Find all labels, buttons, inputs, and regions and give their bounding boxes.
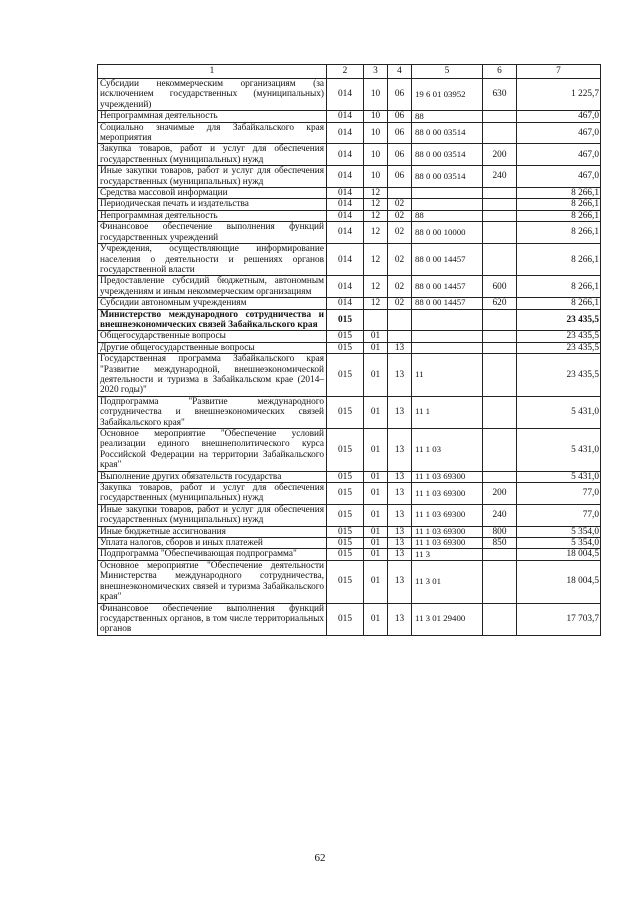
amount-cell: 8 266,1 [517, 298, 601, 309]
department-code-cell: 015 [327, 603, 364, 635]
expense-type-cell: 200 [483, 144, 517, 166]
table-row [98, 504, 601, 526]
subsection-code-cell: 02 [388, 222, 412, 244]
amount-cell: 23 435,5 [517, 342, 601, 353]
department-code-cell: 015 [327, 354, 364, 397]
table-row [98, 396, 601, 428]
page-number: 62 [314, 852, 326, 864]
table-row [98, 210, 601, 221]
expense-type-cell: 240 [483, 166, 517, 188]
section-code-cell: 12 [364, 298, 388, 309]
department-code-cell: 015 [327, 560, 364, 603]
row-name-cell: Общегосударственные вопросы [98, 331, 327, 342]
expense-type-cell [483, 560, 517, 603]
subsection-code-cell: 13 [388, 354, 412, 397]
section-code-cell: 10 [364, 144, 388, 166]
row-name-cell: Иные закупки товаров, работ и услуг для обеспечения государственных (муниципальных) нужд [98, 504, 327, 526]
subsection-code-cell [388, 309, 412, 331]
expense-type-cell [483, 354, 517, 397]
section-code-cell: 12 [364, 244, 388, 276]
expense-type-cell: 240 [483, 504, 517, 526]
expense-type-cell [483, 210, 517, 221]
target-article-cell [412, 309, 483, 331]
row-name-cell: Непрограммная деятельность [98, 210, 327, 221]
table-row [98, 222, 601, 244]
table-row [98, 342, 601, 353]
department-code-cell: 015 [327, 342, 364, 353]
table-row [98, 276, 601, 298]
section-code-cell: 12 [364, 210, 388, 221]
subsection-code-cell: 13 [388, 396, 412, 428]
header-cell: 7 [517, 65, 601, 79]
department-code-cell: 015 [327, 483, 364, 505]
table-row [98, 560, 601, 603]
department-code-cell: 014 [327, 222, 364, 244]
subsection-code-cell [388, 188, 412, 199]
target-article-cell: 88 [412, 111, 483, 122]
target-article-cell: 11 1 03 69300 [412, 471, 483, 482]
department-code-cell: 014 [327, 144, 364, 166]
subsection-code-cell: 06 [388, 166, 412, 188]
subsection-code-cell: 13 [388, 342, 412, 353]
subsection-code-cell: 13 [388, 538, 412, 549]
subsection-code-cell: 02 [388, 244, 412, 276]
target-article-cell: 88 0 00 10000 [412, 222, 483, 244]
row-name-cell: Средства массовой информации [98, 188, 327, 199]
target-article-cell: 88 [412, 210, 483, 221]
table-row [98, 199, 601, 210]
subsection-code-cell: 06 [388, 122, 412, 144]
row-name-cell: Подпрограмма "Развитие международного сотрудничества и внешнеэкономических связей Забайкальского края" [98, 396, 327, 428]
row-name-cell: Министерство международного сотрудничества и внешнеэкономических связей Забайкальского края [98, 309, 327, 331]
target-article-cell: 11 3 [412, 549, 483, 560]
table-row [98, 188, 601, 199]
amount-cell: 77,0 [517, 483, 601, 505]
table-row [98, 549, 601, 560]
target-article-cell [412, 199, 483, 210]
section-code-cell: 01 [364, 429, 388, 472]
table-row [98, 483, 601, 505]
row-name-cell: Основное мероприятие "Обеспечение деятельности Министерства международного сотрудничества, внешнеэкономических связей и туризма Забайкальского края" [98, 560, 327, 603]
target-article-cell: 88 0 00 14457 [412, 298, 483, 309]
section-code-cell: 12 [364, 199, 388, 210]
table-header-row [98, 65, 601, 79]
amount-cell: 467,0 [517, 111, 601, 122]
table-row [98, 471, 601, 482]
target-article-cell: 11 3 01 [412, 560, 483, 603]
section-code-cell: 01 [364, 471, 388, 482]
table-row [98, 166, 601, 188]
department-code-cell: 015 [327, 549, 364, 560]
amount-cell: 18 004,5 [517, 549, 601, 560]
table-row [98, 354, 601, 397]
amount-cell: 5 354,0 [517, 526, 601, 537]
target-article-cell: 88 0 00 03514 [412, 166, 483, 188]
department-code-cell: 014 [327, 244, 364, 276]
target-article-cell: 11 1 03 [412, 429, 483, 472]
budget-table [97, 64, 601, 636]
row-name-cell: Периодическая печать и издательства [98, 199, 327, 210]
expense-type-cell [483, 342, 517, 353]
row-name-cell: Закупка товаров, работ и услуг для обеспечения государственных (муниципальных) нужд [98, 483, 327, 505]
subsection-code-cell: 02 [388, 199, 412, 210]
amount-cell: 5 431,0 [517, 396, 601, 428]
amount-cell: 8 266,1 [517, 244, 601, 276]
subsection-code-cell: 13 [388, 504, 412, 526]
row-name-cell: Субсидии автономным учреждениям [98, 298, 327, 309]
header-cell: 5 [412, 65, 483, 79]
table-row [98, 429, 601, 472]
subsection-code-cell: 02 [388, 276, 412, 298]
row-name-cell: Финансовое обеспечение выполнения функций государственных органов, в том числе территориальных органов [98, 603, 327, 635]
table-row [98, 331, 601, 342]
section-code-cell: 01 [364, 549, 388, 560]
department-code-cell: 015 [327, 429, 364, 472]
row-name-cell: Выполнение других обязательств государства [98, 471, 327, 482]
expense-type-cell: 630 [483, 79, 517, 111]
section-code-cell: 01 [364, 560, 388, 603]
target-article-cell: 11 1 03 69300 [412, 504, 483, 526]
section-code-cell: 01 [364, 538, 388, 549]
department-code-cell: 014 [327, 210, 364, 221]
table-row [98, 111, 601, 122]
row-name-cell: Учреждения, осуществляющие информирование населения о деятельности и решениях органов государственной власти [98, 244, 327, 276]
amount-cell: 5 431,0 [517, 429, 601, 472]
header-cell: 6 [483, 65, 517, 79]
amount-cell: 23 435,5 [517, 331, 601, 342]
table-row [98, 244, 601, 276]
expense-type-cell [483, 331, 517, 342]
department-code-cell: 015 [327, 526, 364, 537]
section-code-cell: 01 [364, 342, 388, 353]
subsection-code-cell [388, 331, 412, 342]
subsection-code-cell: 13 [388, 603, 412, 635]
row-name-cell: Закупка товаров, работ и услуг для обеспечения государственных (муниципальных) нужд [98, 144, 327, 166]
section-code-cell: 01 [364, 603, 388, 635]
section-code-cell: 10 [364, 79, 388, 111]
row-name-cell: Субсидии некоммерческим организациям (за исключением государственных (муниципальных) учреждений) [98, 79, 327, 111]
table-row [98, 144, 601, 166]
subsection-code-cell: 13 [388, 429, 412, 472]
department-code-cell: 015 [327, 331, 364, 342]
expense-type-cell [483, 122, 517, 144]
expense-type-cell [483, 111, 517, 122]
subsection-code-cell: 02 [388, 210, 412, 221]
target-article-cell: 88 0 00 14457 [412, 244, 483, 276]
amount-cell: 77,0 [517, 504, 601, 526]
expense-type-cell: 850 [483, 538, 517, 549]
table-row [98, 298, 601, 309]
amount-cell: 467,0 [517, 166, 601, 188]
section-code-cell: 12 [364, 188, 388, 199]
target-article-cell: 19 6 01 03952 [412, 79, 483, 111]
row-name-cell: Иные закупки товаров, работ и услуг для обеспечения государственных (муниципальных) нужд [98, 166, 327, 188]
subsection-code-cell: 06 [388, 111, 412, 122]
row-name-cell: Основное мероприятие "Обеспечение условий реализации единого внешнеполитического курса Российской Федерации на территории Забайкальского края" [98, 429, 327, 472]
amount-cell: 8 266,1 [517, 188, 601, 199]
section-code-cell: 01 [364, 396, 388, 428]
section-code-cell: 01 [364, 331, 388, 342]
expense-type-cell: 620 [483, 298, 517, 309]
section-code-cell [364, 309, 388, 331]
amount-cell: 8 266,1 [517, 210, 601, 221]
target-article-cell: 11 1 03 69300 [412, 526, 483, 537]
amount-cell: 5 431,0 [517, 471, 601, 482]
subsection-code-cell: 13 [388, 560, 412, 603]
department-code-cell: 014 [327, 79, 364, 111]
expense-type-cell [483, 549, 517, 560]
table-row [98, 79, 601, 111]
department-code-cell: 015 [327, 396, 364, 428]
section-code-cell: 01 [364, 526, 388, 537]
amount-cell: 467,0 [517, 144, 601, 166]
header-cell: 3 [364, 65, 388, 79]
row-name-cell: Непрограммная деятельность [98, 111, 327, 122]
amount-cell: 5 354,0 [517, 538, 601, 549]
expense-type-cell [483, 471, 517, 482]
amount-cell: 8 266,1 [517, 276, 601, 298]
department-code-cell: 014 [327, 111, 364, 122]
expense-type-cell: 600 [483, 276, 517, 298]
expense-type-cell [483, 244, 517, 276]
amount-cell: 8 266,1 [517, 222, 601, 244]
row-name-cell: Социально значимые для Забайкальского края мероприятия [98, 122, 327, 144]
target-article-cell: 88 0 00 14457 [412, 276, 483, 298]
header-cell: 4 [388, 65, 412, 79]
expense-type-cell [483, 199, 517, 210]
target-article-cell: 11 1 03 69300 [412, 483, 483, 505]
row-name-cell: Государственная программа Забайкальского края "Развитие международной, внешнеэкономической деятельности и туризма в Забайкальском крае (2014–2020 годы)" [98, 354, 327, 397]
table-row [98, 309, 601, 331]
department-code-cell: 014 [327, 298, 364, 309]
target-article-cell [412, 188, 483, 199]
subsection-code-cell: 13 [388, 483, 412, 505]
amount-cell: 467,0 [517, 122, 601, 144]
row-name-cell: Предоставление субсидий бюджетным, автономным учреждениям и иным некоммерческим организациям [98, 276, 327, 298]
subsection-code-cell: 06 [388, 144, 412, 166]
section-code-cell: 01 [364, 504, 388, 526]
table-row [98, 526, 601, 537]
section-code-cell: 10 [364, 166, 388, 188]
department-code-cell: 015 [327, 309, 364, 331]
target-article-cell [412, 331, 483, 342]
target-article-cell: 88 0 00 03514 [412, 122, 483, 144]
department-code-cell: 014 [327, 276, 364, 298]
section-code-cell: 01 [364, 354, 388, 397]
subsection-code-cell: 13 [388, 471, 412, 482]
expense-type-cell [483, 222, 517, 244]
amount-cell: 17 703,7 [517, 603, 601, 635]
expense-type-cell: 200 [483, 483, 517, 505]
table-row [98, 538, 601, 549]
amount-cell: 8 266,1 [517, 199, 601, 210]
table-row [98, 603, 601, 635]
section-code-cell: 10 [364, 122, 388, 144]
department-code-cell: 014 [327, 199, 364, 210]
row-name-cell: Подпрограмма "Обеспечивающая подпрограмма" [98, 549, 327, 560]
amount-cell: 18 004,5 [517, 560, 601, 603]
target-article-cell: 11 1 03 69300 [412, 538, 483, 549]
section-code-cell: 12 [364, 222, 388, 244]
row-name-cell: Уплата налогов, сборов и иных платежей [98, 538, 327, 549]
expense-type-cell [483, 429, 517, 472]
amount-cell: 23 435,5 [517, 354, 601, 397]
subsection-code-cell: 13 [388, 549, 412, 560]
department-code-cell: 015 [327, 538, 364, 549]
department-code-cell: 015 [327, 504, 364, 526]
section-code-cell: 12 [364, 276, 388, 298]
expense-type-cell [483, 188, 517, 199]
target-article-cell: 11 3 01 29400 [412, 603, 483, 635]
expense-type-cell [483, 603, 517, 635]
target-article-cell: 11 [412, 354, 483, 397]
row-name-cell: Финансовое обеспечение выполнения функций государственных учреждений [98, 222, 327, 244]
target-article-cell [412, 342, 483, 353]
department-code-cell: 015 [327, 471, 364, 482]
section-code-cell: 10 [364, 111, 388, 122]
subsection-code-cell: 02 [388, 298, 412, 309]
header-cell: 2 [327, 65, 364, 79]
department-code-cell: 014 [327, 122, 364, 144]
expense-type-cell: 800 [483, 526, 517, 537]
department-code-cell: 014 [327, 166, 364, 188]
expense-type-cell [483, 396, 517, 428]
amount-cell: 23 435,5 [517, 309, 601, 331]
expense-type-cell [483, 309, 517, 331]
row-name-cell: Иные бюджетные ассигнования [98, 526, 327, 537]
subsection-code-cell: 13 [388, 526, 412, 537]
section-code-cell: 01 [364, 483, 388, 505]
row-name-cell: Другие общегосударственные вопросы [98, 342, 327, 353]
subsection-code-cell: 06 [388, 79, 412, 111]
target-article-cell: 11 1 [412, 396, 483, 428]
amount-cell: 1 225,7 [517, 79, 601, 111]
header-cell: 1 [98, 65, 327, 79]
target-article-cell: 88 0 00 03514 [412, 144, 483, 166]
department-code-cell: 014 [327, 188, 364, 199]
table-row [98, 122, 601, 144]
